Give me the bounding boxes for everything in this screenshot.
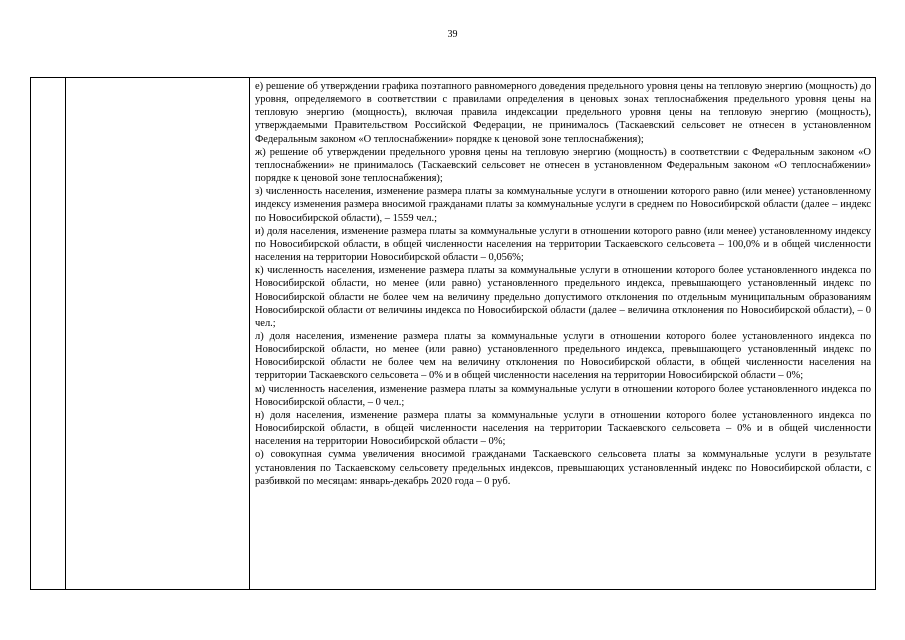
paragraph-k: к) численность населения, изменение размера платы за коммунальные услуги в отношении которого более установленного индекса по Новосибирской области, но менее (или равно) установленного предельного индекса, превышающего установленный индекс по Новосибирской области не более чем на величину предельно допустимого отклонения по отдельным муниципальным образованиям Новосибирской области от величины индекса по Новосибирской области (далее – величина отклонения по Новосибирской области), – 0 чел.; [255, 265, 871, 329]
paragraph-n: н) доля населения, изменение размера платы за коммунальные услуги в отношении которого более установленного индекса по Новосибирской области, в общей численности населения на территории Таскаевского сельсовета – 0% и в общей численности населения на территории Новосибирской области – 0%; [255, 409, 871, 448]
page-number: 39 [447, 29, 458, 40]
paragraph-l: л) доля населения, изменение размера платы за коммунальные услуги в отношении которого более установленного индекса по Новосибирской области, но менее (или равно) установленного предельного индекса, превышающего установленный индекс по Новосибирской области не более чем на величину отклонения по Новосибирской области, в общей численности населения на территории Таскаевского сельсовета – 0% и в общей численности населения на территории Новосибирской области – 0%; [255, 330, 871, 382]
table-cell-empty-2 [66, 78, 250, 590]
paragraph-zh: ж) решение об утверждении предельного уровня цены на тепловую энергию (мощность) в соответствии с Федеральным законом «О теплоснабжении» не принималось (Таскаевский сельсовет не отнесен в установленном Федеральным законом «О теплоснабжении» порядке к ценовой зоне теплоснабжения); [255, 146, 871, 185]
table-row [31, 78, 876, 590]
document-table [30, 77, 876, 590]
paragraph-e: е) решение об утверждении графика поэтапного равномерного доведения предельного уровня цены на тепловую энергию (мощность) до уровня, определяемого в соответствии с правилами определения в ценовых зонах теплоснабжения предельного уровня цены на тепловую энергию (мощность), включая правила индексации предельного уровня цены на тепловую энергию (мощность), утверждаемыми Правительством Российской Федерации, не принималось (Таскаевский сельсовет не отнесен в установленном Федеральным законом «О теплоснабжении» порядке к ценовой зоне теплоснабжения); [255, 81, 871, 145]
table-cell-empty-1 [31, 78, 66, 590]
paragraph-z: з) численность населения, изменение размера платы за коммунальные услуги в отношении которого равно (или менее) установленному индексу изменения размера вносимой гражданами платы за коммунальные услуги в среднем по Новосибирской области (далее – индекс по Новосибирской области), – 1559 чел.; [255, 186, 871, 224]
paragraph-i: и) доля населения, изменение размера платы за коммунальные услуги в отношении которого равно (или менее) установленному индексу по Новосибирской области, в общей численности населения на территории Таскаевского сельсовета – 100,0% и в общей численности населения на территории Новосибирской области – 0,056%; [255, 225, 871, 264]
paragraph-m: м) численность населения, изменение размера платы за коммунальные услуги в отношении которого более установленного индекса по Новосибирской области, – 0 чел.; [255, 383, 871, 408]
paragraph-o: о) совокупная сумма увеличения вносимой гражданами Таскаевского сельсовета платы за коммунальные услуги в результате установления по Таскаевскому сельсовету предельных индексов, превышающих установленный индекс по Новосибирской области, с разбивкой по месяцам: январь-декабрь 2020 года – 0 руб. [255, 449, 871, 487]
table-cell-content [250, 78, 876, 590]
